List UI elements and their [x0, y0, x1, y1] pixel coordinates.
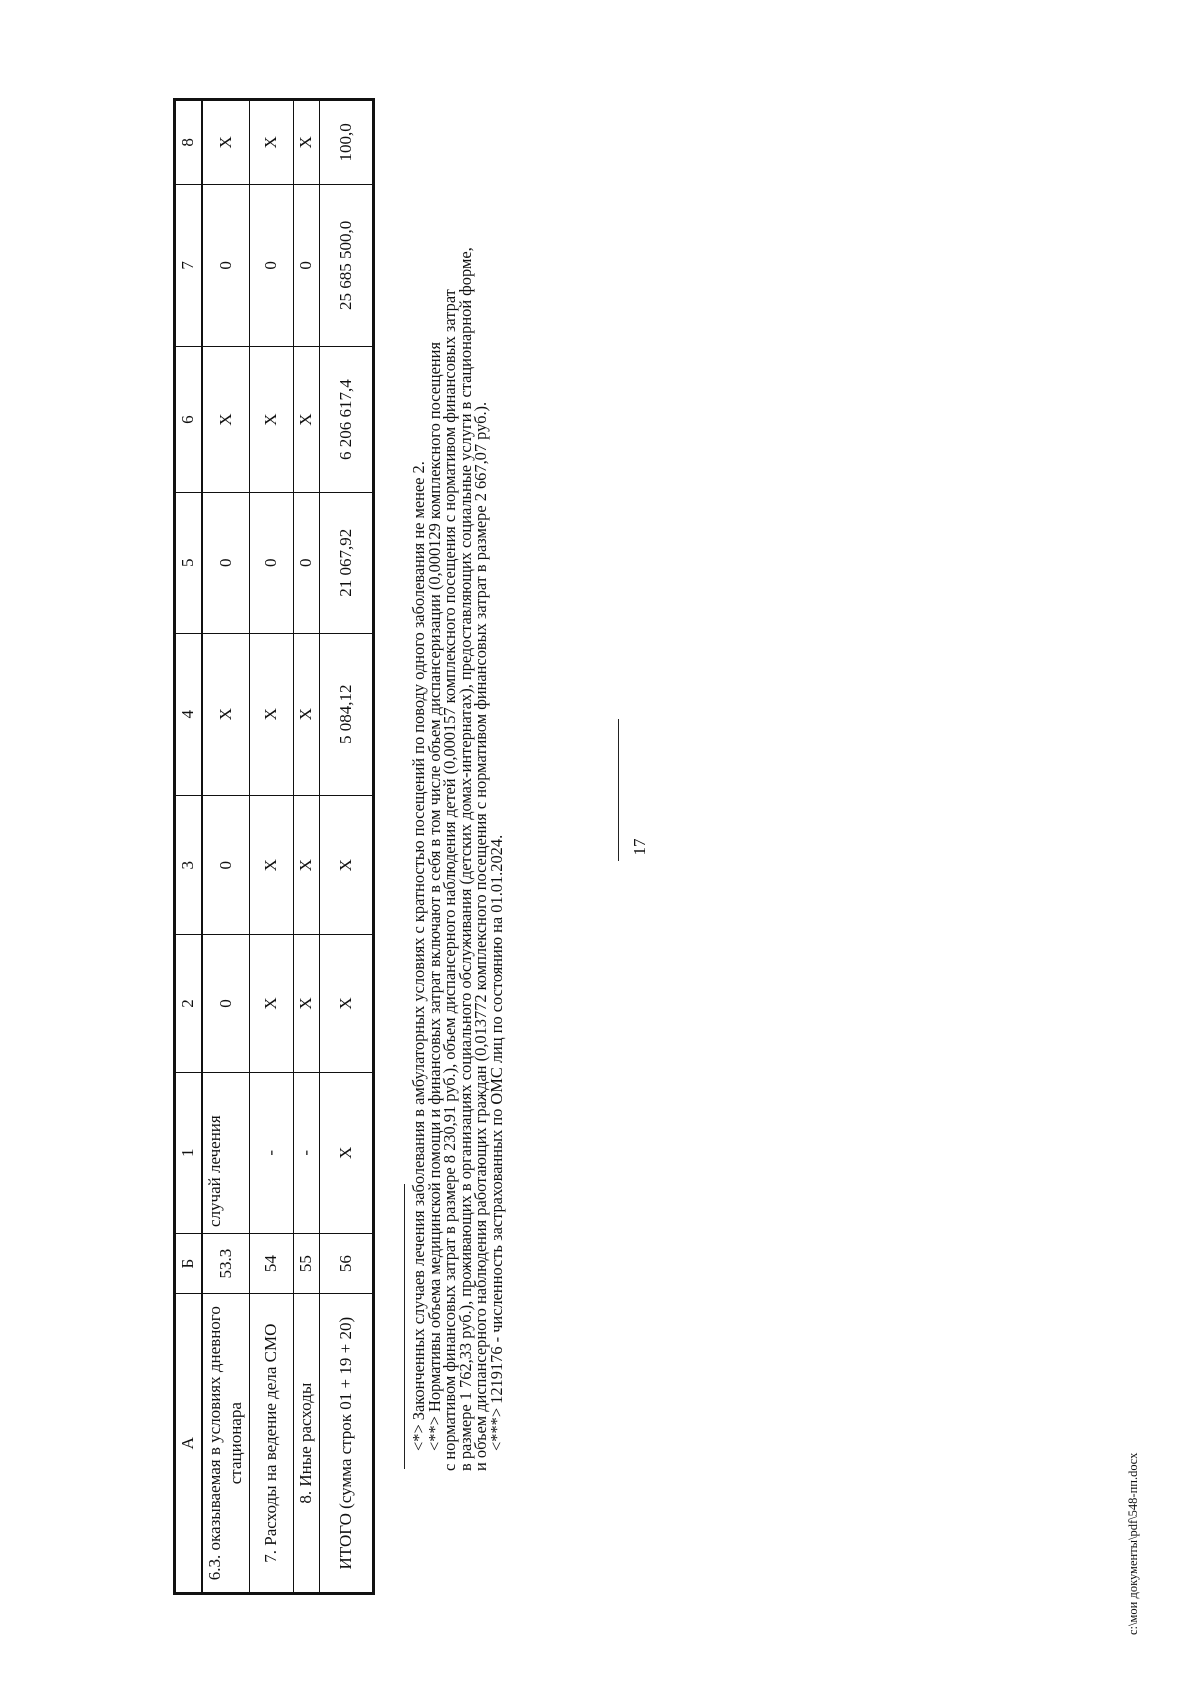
- table-cell: Х: [319, 935, 373, 1072]
- table-cell: Х: [294, 633, 320, 795]
- footnote-1: <*> Законченных случаев лечения заболевания в амбулаторных условиях с кратностью посещений по поводу одного заболевания не менее 2.: [409, 461, 428, 1451]
- table-row: [250, 100, 294, 1594]
- header-cell: 4: [175, 633, 202, 795]
- unit-cell: -: [294, 1072, 320, 1233]
- table-cell: Х: [202, 347, 250, 493]
- unit-cell: -: [250, 1072, 294, 1233]
- table-cell: Х: [202, 100, 250, 185]
- table-cell: Х: [250, 796, 294, 935]
- table-cell: Х: [319, 796, 373, 935]
- table-cell: Х: [250, 100, 294, 185]
- unit-cell: Х: [319, 1072, 373, 1233]
- page-number: 17: [630, 838, 649, 856]
- table-cell: 0: [294, 184, 320, 346]
- row-code: 56: [319, 1233, 373, 1293]
- header-cell: 8: [175, 100, 202, 185]
- footnote-2-line-3: в размере 1 762,33 руб.), проживающих в организациях социального обслуживания (детских домах-интернатах), предоставляющих социальные услуги в стационарной форме,: [455, 247, 475, 1471]
- table-row: [202, 100, 250, 1594]
- table-cell: Х: [250, 633, 294, 795]
- header-cell: 7: [175, 184, 202, 346]
- footnotes: [404, 81, 505, 1471]
- header-cell: А: [175, 1294, 202, 1594]
- table-cell: Х: [294, 796, 320, 935]
- row-code: 54: [250, 1233, 294, 1293]
- footnote-list: [411, 81, 505, 1471]
- report-table: [173, 98, 375, 1595]
- table-cell: Х: [202, 633, 250, 795]
- table-cell: Х: [250, 935, 294, 1072]
- unit-cell: случай лечения: [202, 1072, 250, 1233]
- table-cell: 0: [250, 184, 294, 346]
- footnote-2-line-2: с нормативом финансовых затрат в размере 8 230,91 руб.), объем диспансерного наблюдения детей (0,000157 комплексного посещения с нормативом финансовых затрат: [440, 289, 460, 1471]
- row-label: ИТОГО (сумма строк 01 + 19 + 20): [319, 1294, 373, 1594]
- table-cell: 0: [202, 493, 250, 634]
- file-path: c:\мои документы\pdf\548-пп.docx: [1126, 1452, 1140, 1635]
- table-cell: Х: [294, 347, 320, 493]
- table-header-row: [175, 100, 202, 1594]
- table-cell: 21 067,92: [319, 493, 373, 634]
- header-cell: 2: [175, 935, 202, 1072]
- row-code: 53.3: [202, 1233, 250, 1293]
- header-cell: 5: [175, 493, 202, 634]
- table-row: [294, 100, 320, 1594]
- header-cell: 6: [175, 347, 202, 493]
- row-code: 55: [294, 1233, 320, 1293]
- table-cell: 100,0: [319, 100, 373, 185]
- header-cell: Б: [175, 1233, 202, 1293]
- header-cell: 1: [175, 1072, 202, 1233]
- row-label: 7. Расходы на ведение дела СМО: [250, 1294, 294, 1594]
- table-cell: Х: [294, 100, 320, 185]
- table-cell: 0: [202, 184, 250, 346]
- table-cell: 25 685 500,0: [319, 184, 373, 346]
- table-cell: 0: [294, 493, 320, 634]
- header-cell: 3: [175, 796, 202, 935]
- footnote-2-line-4: и объем диспансерного наблюдения работающих граждан (0,013772 комплексного посещения с нормативом финансовых затрат в размере 2 667,07 руб.).: [471, 401, 491, 1471]
- table-cell: 6 206 617,4: [319, 347, 373, 493]
- end-rule: [618, 719, 619, 861]
- row-label: 6.3. оказываемая в условиях дневного стационара: [202, 1294, 250, 1594]
- table-cell: Х: [250, 347, 294, 493]
- table-cell: 0: [202, 935, 250, 1072]
- table-cell: 0: [202, 796, 250, 935]
- row-label: 8. Иные расходы: [294, 1294, 320, 1594]
- table-cell: 5 084,12: [319, 633, 373, 795]
- footnote-3: <***> 1219176 - численность застрахованных по ОМС лиц по состоянию на 01.01.2024.: [486, 834, 506, 1451]
- table-cell: Х: [294, 935, 320, 1072]
- table-cell: 0: [250, 493, 294, 634]
- table-row: [319, 100, 373, 1594]
- footnote-2-line-1: <**> Нормативы объема медицинской помощи и финансовых затрат включают в себя в том числе объем диспансеризации (0,000129 комплексного посещения: [424, 342, 444, 1451]
